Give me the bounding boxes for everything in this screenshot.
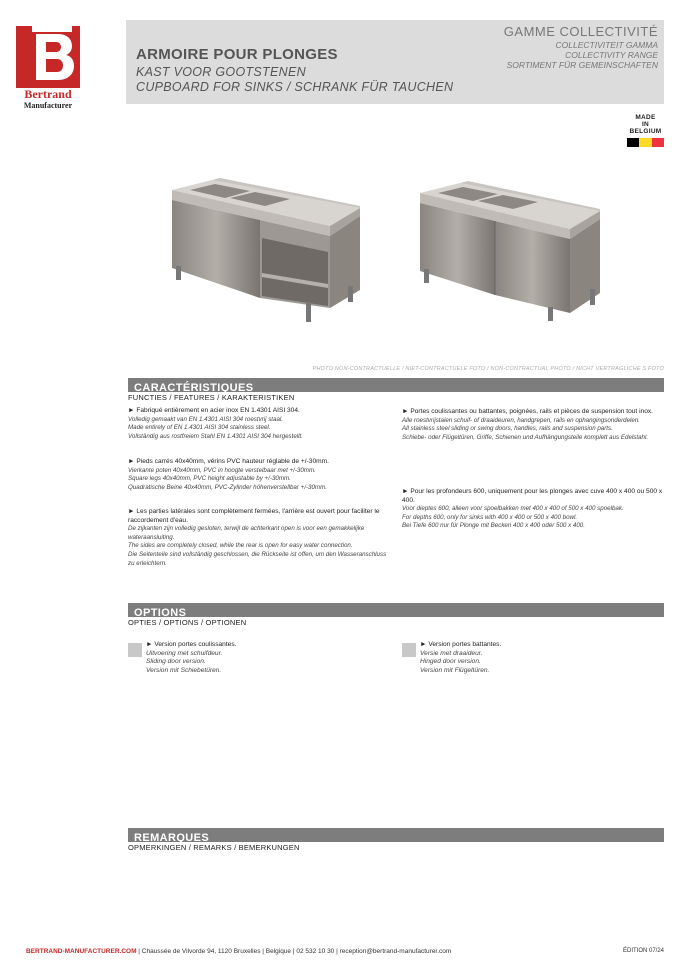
feature-translation: Vierkante poten 40x40mm, PVC in hoogte verstelbaar met +/-30mm. — [128, 466, 316, 474]
feature-main: Les parties latérales sont complètement fermées, l'arrière est ouvert pour faciliter le raccordement d'eau. — [128, 508, 380, 524]
option-checkbox-sliding[interactable] — [128, 643, 142, 657]
feature-translation: The sides are completely closed, while the rear is open for easy water connection. — [128, 542, 353, 550]
footer-address: | Chaussée de Vilvorde 94, 1120 Bruxelles | Belgique | 02 532 10 30 | reception@bertrand-manufacturer.com — [136, 948, 452, 955]
option-item: ► Version portes battantes. Versie met draaideur. Hinged door version. Version mit Flügeltüren. — [420, 641, 502, 674]
option-item: ► Version portes coulissantes. Uitvoering met schuifdeur. Sliding door version. Version mit Schiebetüren. — [146, 641, 237, 674]
feature-main: Portes coulissantes ou battantes, poignées, rails et pièces de suspension tout inox. — [410, 408, 654, 415]
feature-item: ► Portes coulissantes ou battantes, poignées, rails et pièces de suspension tout inox. Alle roestvrijstalen schuif- of draaideuren, handgrepen, rails en ophangingsonderdelen. All stainless steel sliding or swing doors, handles, rails and suspension parts. Schiebe- oder Flügeltüren, Griffe, Schienen und Aufhängungsteile komplett aus Edelstahl. — [402, 408, 664, 442]
badge-country: BELGIUM — [629, 128, 662, 135]
feature-translation: Quadratische Beine 40x40mm, PVC-Zylinder höhenverstellbar +/-30mm. — [128, 483, 327, 491]
feature-item: ► Pour les profondeurs 600, uniquement pour les plonges avec cuve 400 x 400 ou 500 x 400. Voor dieptes 600, alleen voor spoelbakken met 400 x 400 of 500 x 400 spoelbak. For depths 600, only for sinks with 400 x 400 or 500 x 400 bowl. Bei Tiefe 600 nur für Plonge mit Becken 400 x 400 oder 500 x 400. — [402, 488, 663, 530]
feature-item: ► Pieds carrés 40x40mm, vérins PVC hauteur réglable de +/-30mm. Vierkante poten 40x40mm, PVC in hoogte verstelbaar met +/-30mm. Square legs 40x40mm, PVC height adjustable by +/-30mm. Quadratische Beine 40x40mm, PVC-Zylinder höhenverstellbar +/-30mm. — [128, 458, 390, 492]
edition-label: ÉDITION 07/24 — [622, 948, 664, 954]
feature-translation: Square legs 40x40mm, PVC height adjustable by +/-30mm. — [128, 475, 291, 483]
option-checkbox-hinged[interactable] — [402, 643, 416, 657]
feature-item: ► Les parties latérales sont complètement fermées, l'arrière est ouvert pour faciliter le raccordement d'eau. De zijkanten zijn volledig gesloten, terwijl de achterkant open is voor een gemakkelijke wateraansluiting. The sides are completely closed, while the rear is open for easy water connection. Die Seitenteile sind vollständig geschlossen, die Rückseite ist offen, um den Wasseranschluss zu erleichtern. — [128, 508, 390, 568]
page-subtitle-1: KAST VOOR GOOTSTENEN — [136, 65, 306, 79]
feature-translation: Voor dieptes 600, alleen voor spoelbakken met 400 x 400 of 500 x 400 spoelbak. — [402, 505, 624, 513]
page-title: ARMOIRE POUR PLONGES — [136, 46, 338, 63]
page-subtitle-2: CUPBOARD FOR SINKS / SCHRANK FÜR TAUCHEN — [136, 80, 454, 94]
feature-translation: All stainless steel sliding or swing doors, handles, rails and suspension parts. — [402, 425, 613, 433]
features-section-bar — [128, 378, 664, 392]
remarks-subtitle: OPMERKINGEN / REMARKS / BEMERKUNGEN — [128, 843, 300, 852]
brand-name: Bertrand — [24, 87, 72, 101]
product-photo-hinged-doors — [410, 175, 610, 325]
feature-translation: Bei Tiefe 600 nur für Plonge mit Becken 400 x 400 oder 500 x 400. — [402, 522, 585, 530]
photo-disclaimer: PHOTO NON-CONTRACTUELLE / NIET-CONTRACTUELE FOTO / NON-CONTRACTUAL PHOTO / NICHT VERTRAGLICHE S FOTO — [312, 366, 664, 372]
options-section-bar — [128, 603, 664, 617]
remarks-title: REMARQUES — [134, 832, 210, 844]
range-line: COLLECTIVITY RANGE — [565, 50, 658, 60]
feature-main: Pour les profondeurs 600, uniquement pour les plonges avec cuve 400 x 400 ou 500 x 400. — [402, 488, 663, 504]
option-translation: Version mit Flügeltüren. — [420, 666, 490, 674]
remarks-section-bar — [128, 828, 664, 842]
feature-main: Pieds carrés 40x40mm, vérins PVC hauteur réglable de +/-30mm. — [136, 458, 329, 465]
brand-logo — [14, 22, 84, 110]
option-translation: Sliding door version. — [146, 658, 206, 666]
feature-main: Fabriqué entièrement en acier inox EN 1.4301 AISI 304. — [136, 407, 300, 414]
feature-translation: Alle roestvrijstalen schuif- of draaideuren, handgrepen, rails en ophangingsonderdelen. — [402, 416, 641, 424]
range-title: GAMME COLLECTIVITÉ — [503, 24, 658, 39]
feature-translation: Die Seitenteile sind vollständig geschlossen, die Rückseite ist offen, um den Wasseranschluss zu erleichtern. — [128, 550, 387, 567]
option-translation: Versie met draaideur. — [420, 649, 483, 657]
option-translation: Uitvoering met schuifdeur. — [146, 649, 223, 657]
brand-tagline: Manufacturer — [23, 101, 73, 110]
feature-translation: De zijkanten zijn volledig gesloten, terwijl de achterkant open is voor een gemakkelijke wateraansluiting. — [128, 525, 365, 541]
feature-translation: Volledig gemaakt van EN 1.4301 AISI 304 roestvrij staal. — [128, 415, 284, 423]
options-title: OPTIONS — [134, 607, 187, 619]
features-subtitle: FUNCTIES / FEATURES / KARAKTERISTIKEN — [128, 393, 295, 402]
made-in-belgium-badge — [627, 114, 664, 148]
option-main: Version portes battantes. — [428, 641, 502, 648]
option-translation: Hinged door version. — [420, 658, 481, 666]
range-line: COLLECTIVITEIT GAMMA — [555, 40, 658, 50]
feature-item: ► Fabriqué entièrement en acier inox EN 1.4301 AISI 304. Volledig gemaakt van EN 1.4301 AISI 304 roestvrij staal. Made entirely of EN 1.4301 AISI 304 stainless steel. Vollständig aus rostfreiem Stahl EN 1.4301 AISI 304 hergestellt. — [128, 407, 390, 441]
option-translation: Version mit Schiebetüren. — [146, 666, 222, 674]
features-title: CARACTÉRISTIQUES — [134, 382, 254, 394]
feature-translation: For depths 600, only for sinks with 400 x 400 or 500 x 400 bowl. — [402, 513, 578, 521]
footer-contact — [26, 948, 451, 955]
badge-made: MADE — [635, 114, 656, 121]
feature-translation: Vollständig aus rostfreiem Stahl EN 1.4301 AISI 304 hergestellt. — [128, 432, 303, 440]
belgium-flag-icon — [627, 138, 664, 147]
range-line: SORTIMENT FÜR GEMEINSCHAFTEN — [506, 60, 658, 70]
option-main: Version portes coulissantes. — [154, 641, 237, 648]
footer-website-link[interactable]: BERTRAND-MANUFACTURER.COM — [26, 948, 137, 955]
badge-in: IN — [641, 121, 650, 128]
feature-translation: Made entirely of EN 1.4301 AISI 304 stainless steel. — [128, 424, 271, 432]
feature-translation: Schiebe- oder Flügeltüren, Griffe, Schienen und Aufhängungsteile komplett aus Edelstahl. — [402, 433, 649, 441]
options-subtitle: OPTIES / OPTIONS / OPTIONEN — [128, 618, 247, 627]
product-photo-sliding-doors — [160, 178, 370, 328]
